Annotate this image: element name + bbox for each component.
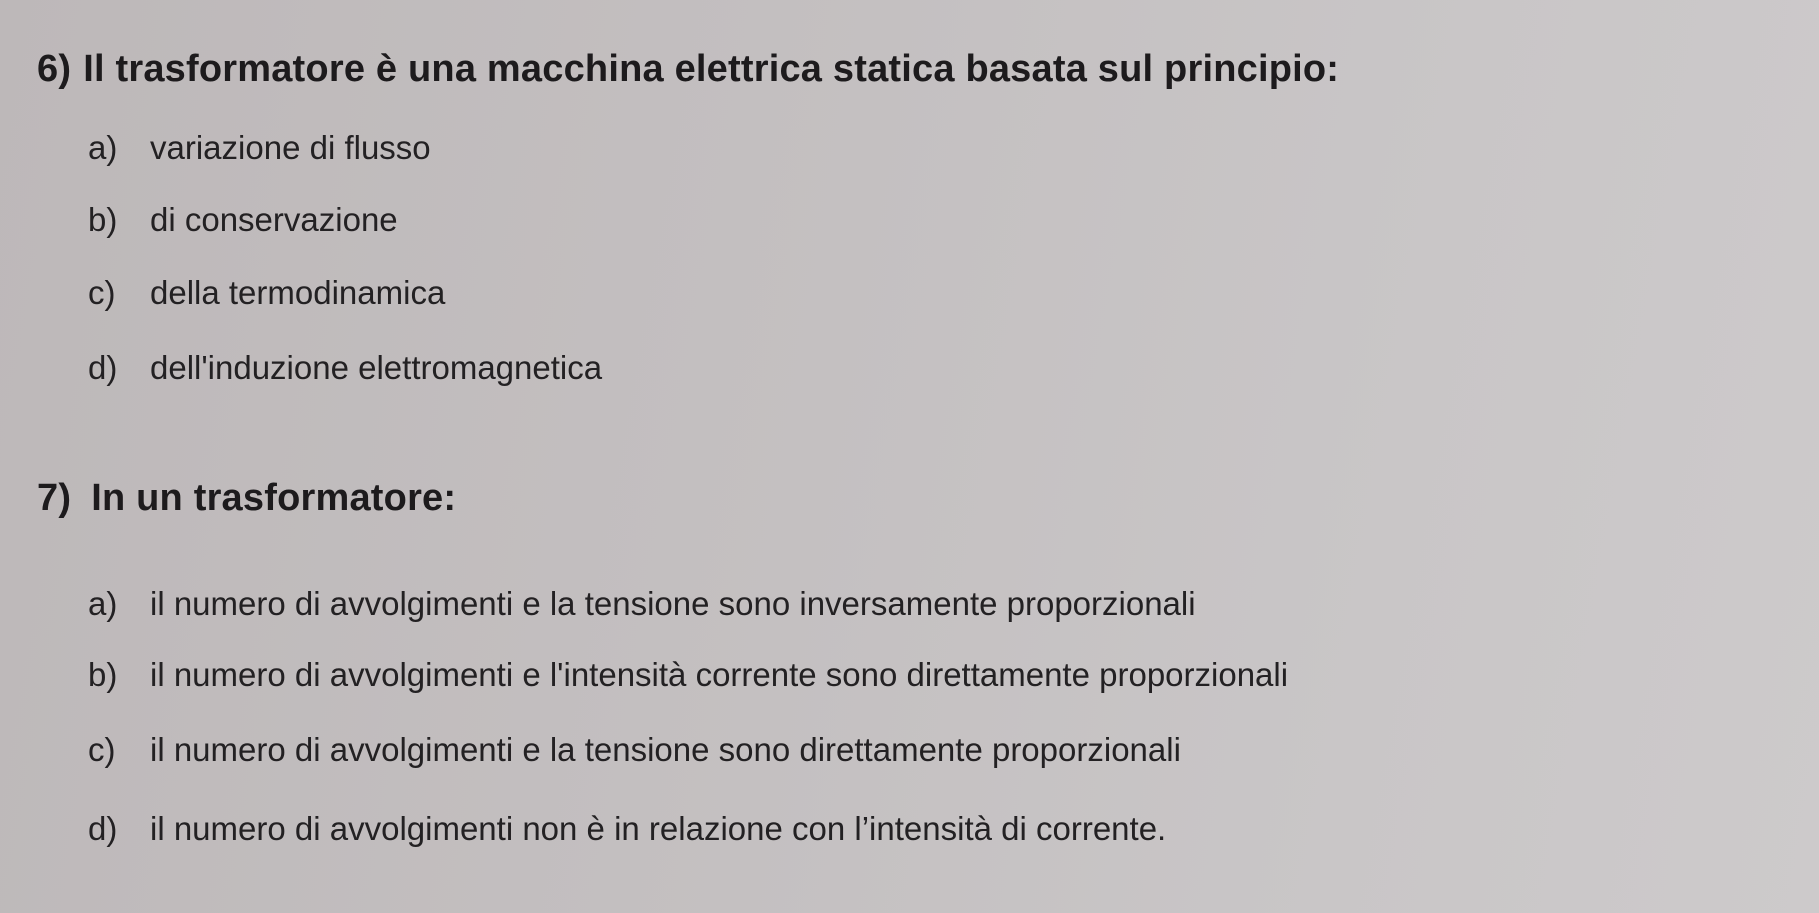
- option-b: [88, 656, 1288, 694]
- option-text: della termodinamica: [150, 274, 446, 311]
- option-c: [88, 731, 1181, 769]
- option-letter: a): [88, 129, 118, 166]
- option-text: dell'induzione elettromagnetica: [150, 349, 603, 386]
- option-d: [88, 349, 602, 387]
- option-c: [88, 274, 445, 312]
- option-letter: d): [88, 349, 118, 386]
- option-letter: c): [88, 731, 116, 768]
- option-text: il numero di avvolgimenti e la tensione sono direttamente proporzionali: [150, 731, 1181, 768]
- option-letter: b): [88, 201, 118, 238]
- option-text: di conservazione: [150, 201, 398, 238]
- question-text: Il trasformatore è una macchina elettrica statica basata sul principio:: [83, 48, 1340, 90]
- option-text: il numero di avvolgimenti e l'intensità corrente sono direttamente proporzionali: [150, 656, 1289, 693]
- question-title: [37, 477, 456, 520]
- option-letter: d): [88, 810, 118, 847]
- option-text: il numero di avvolgimenti e la tensione sono inversamente proporzionali: [150, 585, 1196, 622]
- question-text: In un trasformatore:: [91, 477, 457, 519]
- question-number: 6): [37, 48, 72, 90]
- option-a: [88, 129, 431, 167]
- option-d: [88, 810, 1166, 848]
- option-letter: b): [88, 656, 118, 693]
- question-number: 7): [37, 477, 72, 519]
- option-b: [88, 201, 398, 239]
- question-title: [37, 48, 1339, 91]
- option-text: variazione di flusso: [150, 129, 431, 166]
- option-text: il numero di avvolgimenti non è in relazione con l’intensità di corrente.: [150, 810, 1167, 847]
- option-letter: c): [88, 274, 116, 311]
- option-letter: a): [88, 585, 118, 622]
- option-a: [88, 585, 1196, 623]
